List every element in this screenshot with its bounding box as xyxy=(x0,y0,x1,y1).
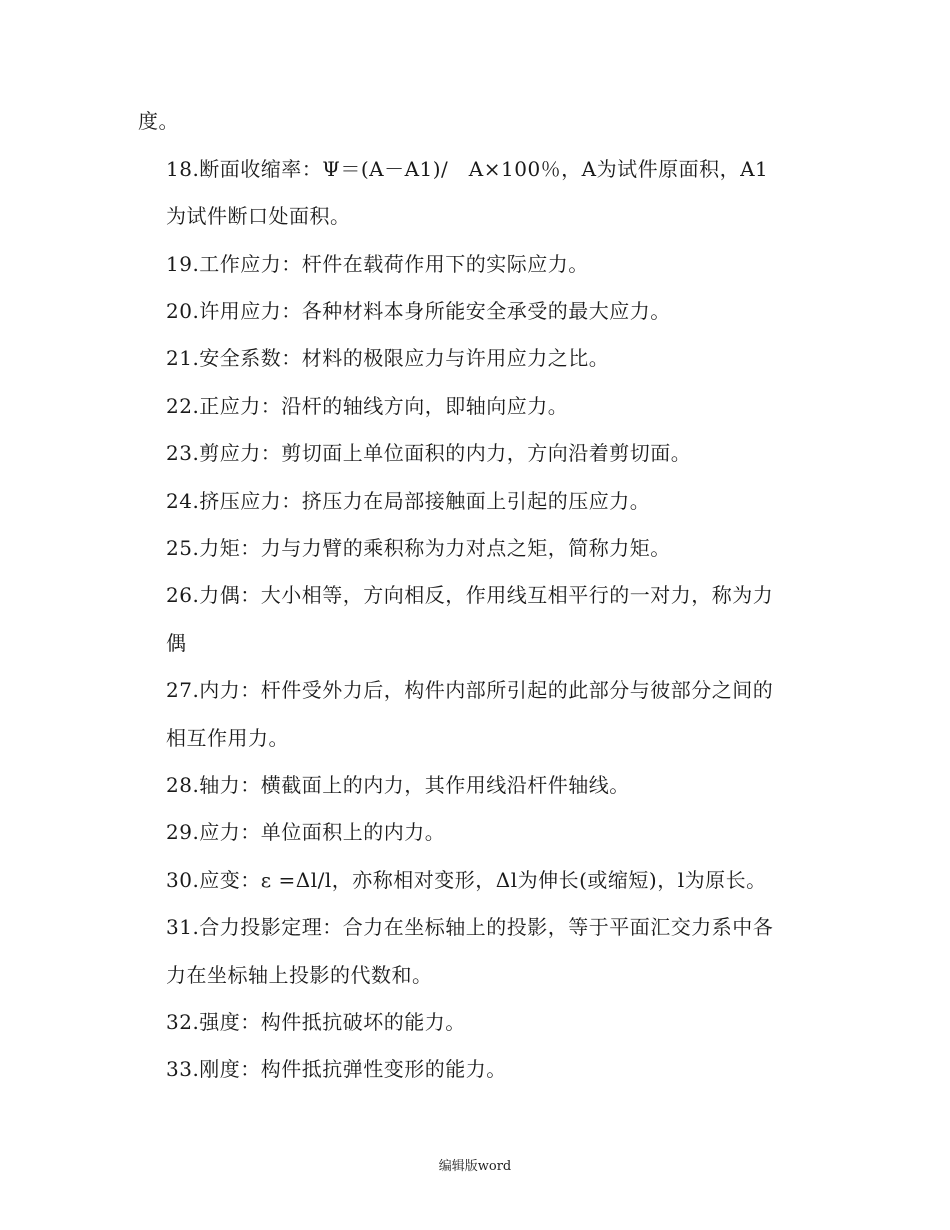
text-line-1: 度。 xyxy=(138,109,179,133)
text-line-9: 24.挤压应力：挤压力在局部接触面上引起的压应力。 xyxy=(166,489,651,513)
text-line-20: 32.强度：构件抵抗破坏的能力。 xyxy=(166,1010,466,1034)
text-line-17: 30.应变：ε =Δl/l，亦称相对变形，Δl为伸长(或缩短)，l为原长。 xyxy=(166,868,767,892)
text-line-4: 19.工作应力：杆件在载荷作用下的实际应力。 xyxy=(166,252,589,276)
text-line-12: 偶 xyxy=(166,631,187,655)
text-line-21: 33.刚度：构件抵抗弹性变形的能力。 xyxy=(166,1057,507,1081)
text-line-3: 为试件断口处面积。 xyxy=(166,204,351,228)
text-line-7: 22.正应力：沿杆的轴线方向，即轴向应力。 xyxy=(166,394,569,418)
text-line-18: 31.合力投影定理：合力在坐标轴上的投影，等于平面汇交力系中各 xyxy=(166,915,774,939)
text-line-6: 21.安全系数：材料的极限应力与许用应力之比。 xyxy=(166,346,610,370)
text-line-5: 20.许用应力：各种材料本身所能安全承受的最大应力。 xyxy=(166,299,671,323)
text-line-14: 相互作用力。 xyxy=(166,726,289,750)
text-line-11: 26.力偶：大小相等，方向相反，作用线互相平行的一对力，称为力 xyxy=(166,583,774,607)
text-line-15: 28.轴力：横截面上的内力，其作用线沿杆件轴线。 xyxy=(166,773,630,797)
page-footer: 编辑版word xyxy=(438,1159,512,1174)
text-line-8: 23.剪应力：剪切面上单位面积的内力，方向沿着剪切面。 xyxy=(166,441,692,465)
text-line-10: 25.力矩：力与力臂的乘积称为力对点之矩，简称力矩。 xyxy=(166,536,671,560)
text-line-2: 18.断面收缩率：Ψ＝(A－A1)/ A×100％，A为试件原面积，A1 xyxy=(166,157,769,181)
text-line-13: 27.内力：杆件受外力后，构件内部所引起的此部分与彼部分之间的 xyxy=(166,678,774,702)
text-line-19: 力在坐标轴上投影的代数和。 xyxy=(166,963,433,987)
text-line-16: 29.应力：单位面积上的内力。 xyxy=(166,820,446,844)
